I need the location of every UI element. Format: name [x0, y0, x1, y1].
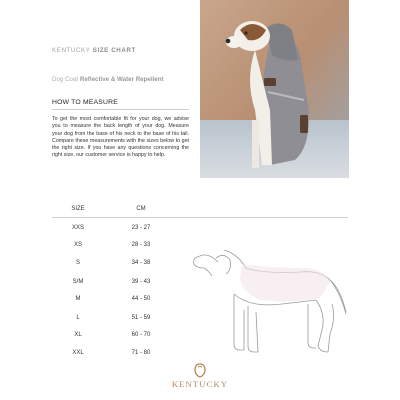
table-row [52, 315, 162, 325]
size-cell: L [76, 315, 80, 321]
table-row [52, 279, 162, 289]
cm-cell: 28 - 33 [131, 242, 151, 248]
dog-outline-icon [190, 234, 350, 356]
kentucky-logo [170, 363, 230, 395]
cm-cell: 71 - 80 [131, 350, 151, 356]
column-header-size: SIZE [71, 206, 85, 212]
table-row [52, 332, 162, 342]
table-divider [52, 217, 348, 218]
how-to-measure-text: To get the most comfortable fit for your dog, we advise you to measure the back length of your dog. Measure your dog from the base of his neck to the base of his tail. Compare these measurements with the sizes below to get the right size. If you have any questions concerning the right size, our customer service is happy to help. [52, 116, 189, 159]
table-row [52, 242, 162, 252]
size-cell: S/M [72, 279, 84, 285]
dog-in-coat-photo [200, 0, 349, 178]
size-cell: XL [74, 332, 82, 338]
size-cell: M [75, 296, 81, 302]
cm-cell: 34 - 38 [131, 260, 151, 266]
size-cell: XS [73, 242, 82, 248]
product-subtitle: Dog Coat Reflective & Water Repellent [52, 76, 164, 83]
horseshoe-logo-icon [192, 363, 208, 379]
cm-cell: 51 - 59 [131, 315, 151, 321]
kentucky-logo-text: KENTUCKY [171, 379, 229, 389]
size-cell: S [75, 260, 80, 266]
cm-cell: 44 - 50 [131, 296, 151, 302]
how-to-measure-heading: HOW TO MEASURE [52, 99, 118, 106]
column-header-cm: CM [136, 206, 146, 212]
size-chart-title: KENTUCKY SIZE CHART [52, 47, 136, 54]
cm-cell: 23 - 27 [131, 225, 151, 231]
product-photo [200, 0, 349, 178]
cm-cell: 60 - 70 [131, 332, 151, 338]
table-row [52, 225, 162, 235]
dog-outline-illustration [190, 234, 350, 356]
cm-cell: 39 - 43 [131, 279, 151, 285]
table-row [52, 296, 162, 306]
table-row [52, 260, 162, 270]
size-cell: XXS [71, 225, 84, 231]
table-row [52, 350, 162, 360]
size-cell: XXL [72, 350, 84, 356]
divider [52, 109, 189, 110]
